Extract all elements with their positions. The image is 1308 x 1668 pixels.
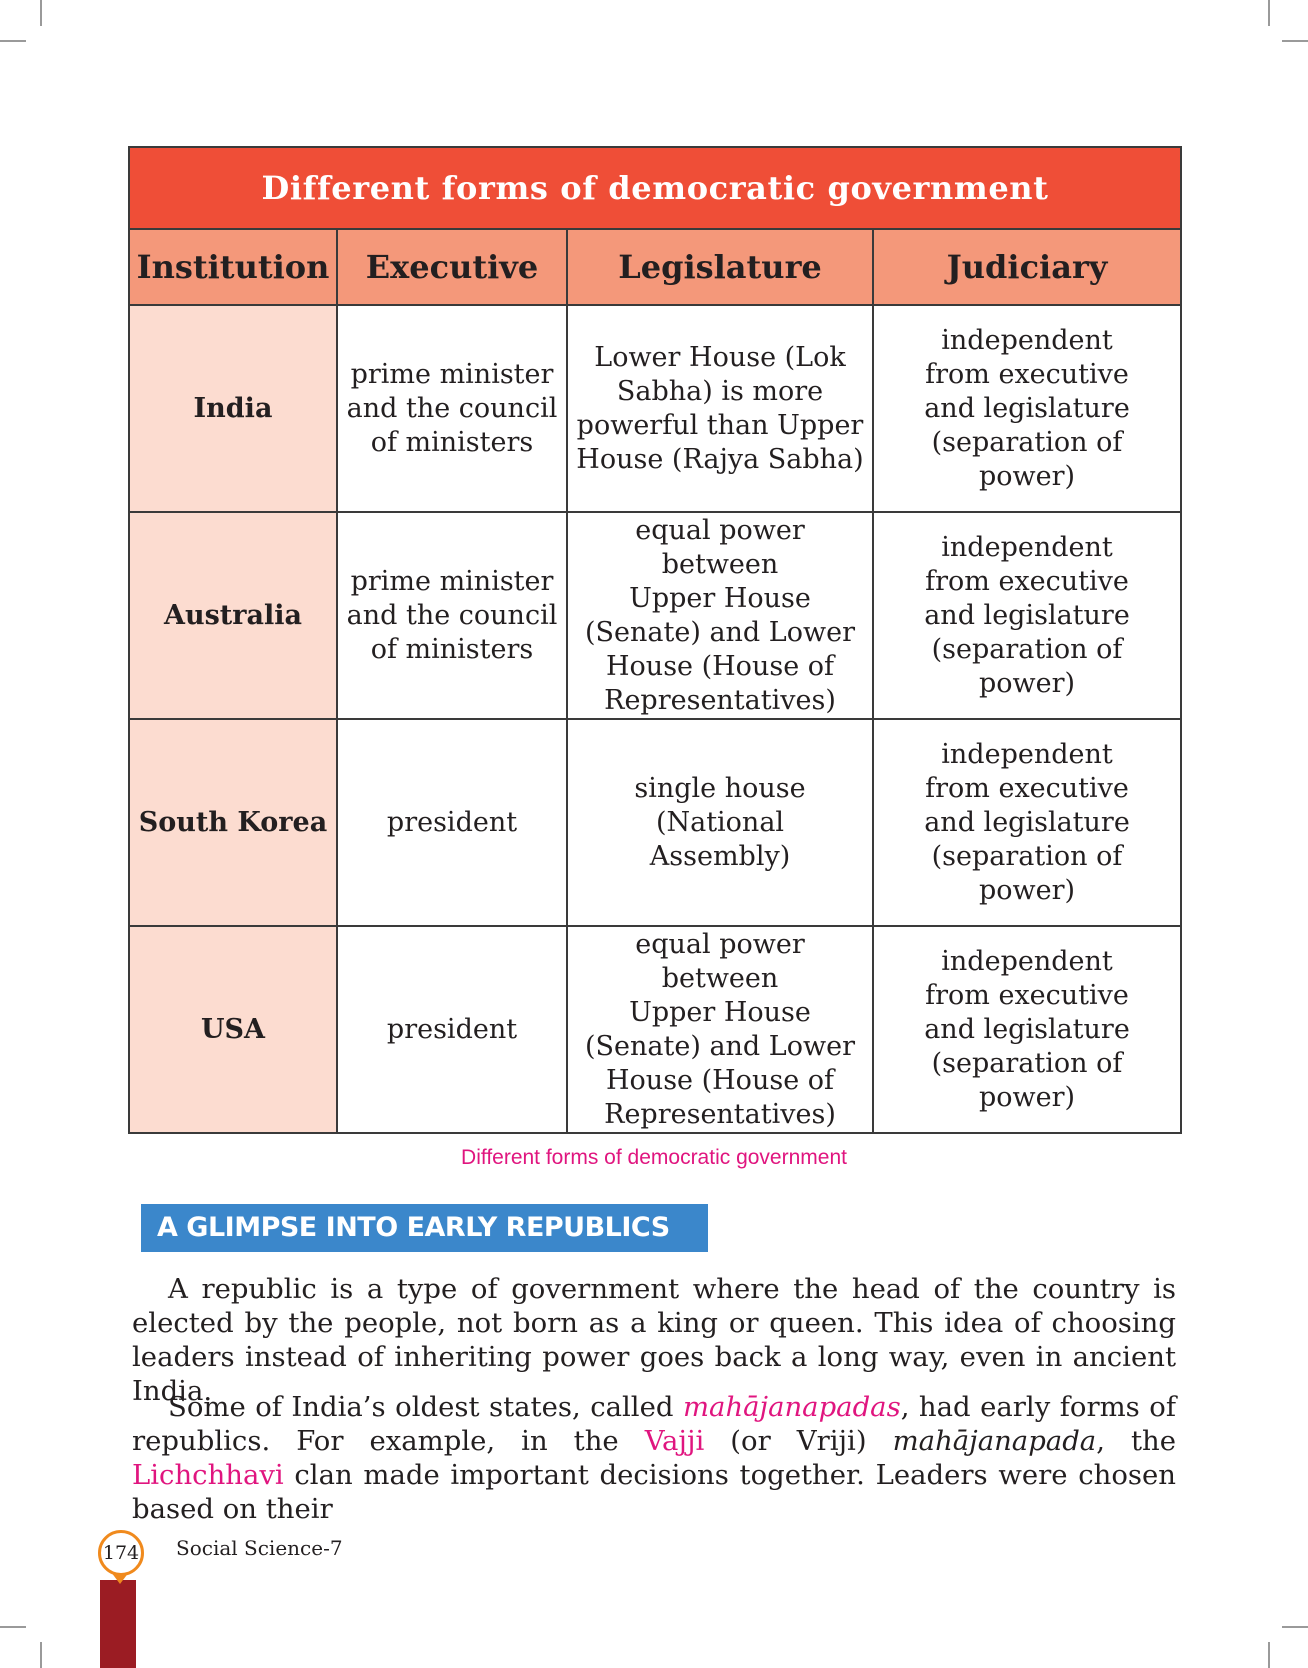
cell-line: independent [941, 738, 1113, 770]
institution-usa: USA [129, 926, 337, 1133]
cell-line: equal power between [635, 928, 805, 994]
term-vajji: Vajji [644, 1425, 705, 1457]
legislature-india [567, 305, 873, 512]
institution-australia: Australia [129, 512, 337, 719]
cell-line: independent [941, 531, 1113, 563]
legislature-south-korea [567, 719, 873, 926]
cell-line: (Senate) and Lower [585, 616, 855, 648]
executive-south-korea [337, 719, 567, 926]
text-run: , had early forms of republics. For example, in the [132, 1391, 1176, 1457]
cell-line: and legislature [924, 806, 1130, 838]
judiciary-south-korea [873, 719, 1181, 926]
cell-line: (separation of power) [931, 1047, 1123, 1113]
crop-mark [1282, 40, 1308, 42]
judiciary-australia [873, 512, 1181, 719]
judiciary-usa [873, 926, 1181, 1133]
cell-line: from executive [925, 772, 1129, 804]
institution-south-korea: South Korea [129, 719, 337, 926]
cell-line: from executive [925, 358, 1129, 390]
cell-line: independent [941, 324, 1113, 356]
cell-line: equal power between [635, 514, 805, 580]
text-run: clan made important decisions together. Leaders were chosen based on their [132, 1459, 1176, 1525]
footer-bar [100, 1580, 136, 1668]
judiciary-india [873, 305, 1181, 512]
institution-india: India [129, 305, 337, 512]
table-title: Different forms of democratic government [129, 147, 1181, 229]
cell-line: from executive [925, 979, 1129, 1011]
cell-line: single house (National [634, 772, 806, 838]
cell-line: and legislature [924, 1013, 1130, 1045]
democratic-government-table [128, 146, 1182, 1134]
cell-line: (separation of power) [931, 426, 1123, 492]
text-run: (or Vriji) [704, 1425, 893, 1457]
cell-line: president [386, 1013, 518, 1045]
cell-line: and the council [346, 392, 558, 424]
crop-mark [0, 40, 26, 42]
table-row-south-korea [129, 719, 1181, 926]
cell-line: powerful than Upper [576, 409, 864, 441]
cell-line: Representatives) [604, 684, 836, 716]
paragraph-mahajanapadas [132, 1390, 1176, 1526]
cell-line: independent [941, 945, 1113, 977]
cell-line: House (House of [606, 650, 834, 682]
crop-mark [1282, 1626, 1308, 1628]
cell-line: from executive [925, 565, 1129, 597]
header-executive: Executive [337, 229, 567, 305]
cell-line: and legislature [924, 392, 1130, 424]
cell-line: Assembly) [649, 840, 791, 872]
table-row-usa [129, 926, 1181, 1133]
cell-line: House (House of [606, 1064, 834, 1096]
cell-line: (separation of power) [931, 633, 1123, 699]
book-title: Social Science-7 [176, 1536, 343, 1560]
crop-mark [1268, 0, 1270, 26]
table-row-india [129, 305, 1181, 512]
header-legislature: Legislature [567, 229, 873, 305]
legislature-australia [567, 512, 873, 719]
cell-line: prime minister [350, 358, 554, 390]
crop-mark [0, 1626, 26, 1628]
paragraph-republic-definition: A republic is a type of government where the head of the country is elected by the people, not born as a king or queen. This idea of choosing leaders instead of inheriting power goes back a long way, even in ancient India. [132, 1273, 1176, 1407]
cell-line: of ministers [370, 633, 534, 665]
table-caption: Different forms of democratic government [461, 1146, 847, 1169]
cell-line: of ministers [370, 426, 534, 458]
cell-line: (Senate) and Lower [585, 1030, 855, 1062]
executive-australia [337, 512, 567, 719]
term-mahajanapada: mahājanapada [892, 1425, 1097, 1457]
executive-india [337, 305, 567, 512]
text-run: Some of India’s oldest states, called [168, 1391, 683, 1423]
term-lichchhavi: Lichchhavi [132, 1459, 284, 1491]
cell-line: Upper House [629, 996, 811, 1028]
section-heading: A GLIMPSE INTO EARLY REPUBLICS [141, 1204, 708, 1252]
cell-line: (separation of power) [931, 840, 1123, 906]
cell-line: Sabha) is more [616, 375, 824, 407]
term-mahajanapadas: mahājanapadas [682, 1391, 901, 1423]
crop-mark [40, 1642, 42, 1668]
crop-mark [1268, 1642, 1270, 1668]
cell-line: president [386, 806, 518, 838]
cell-line: Lower House (Lok [594, 341, 846, 373]
cell-line: prime minister [350, 565, 554, 597]
executive-usa [337, 926, 567, 1133]
legislature-usa [567, 926, 873, 1133]
page-number: 174 [98, 1530, 144, 1576]
cell-line: and the council [346, 599, 558, 631]
table-row-australia [129, 512, 1181, 719]
cell-line: House (Rajya Sabha) [576, 443, 864, 475]
cell-line: Upper House [629, 582, 811, 614]
cell-line: and legislature [924, 599, 1130, 631]
crop-mark [40, 0, 42, 26]
header-judiciary: Judiciary [873, 229, 1181, 305]
header-institution: Institution [129, 229, 337, 305]
text-run: , the [1096, 1425, 1176, 1457]
cell-line: Representatives) [604, 1098, 836, 1130]
